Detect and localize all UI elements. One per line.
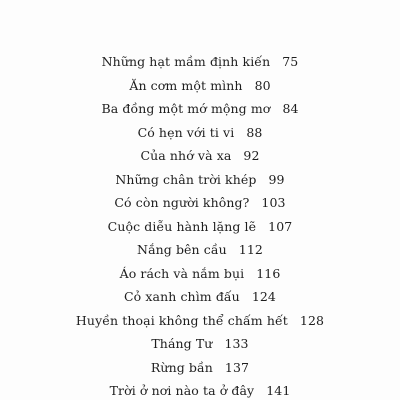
toc-entry	[0, 356, 400, 380]
toc-entry-page: 137	[224, 359, 250, 375]
toc-entry-title: Những chân trời khép	[115, 171, 257, 187]
toc-entry-page: 107	[268, 218, 293, 234]
toc-entry-title: Ăn cơm một mình	[129, 77, 243, 93]
toc-entry-title: Của nhớ và xa	[140, 148, 232, 163]
toc-entry-title: Cỏ xanh chìm đấu	[124, 289, 240, 304]
toc-entry-page: 84	[282, 101, 299, 116]
toc-entry-page: 103	[261, 195, 286, 210]
toc-entry	[0, 191, 400, 215]
toc-entry-page: 99	[268, 171, 285, 187]
toc-entry	[0, 215, 400, 239]
toc-entry-title: Tháng Tư	[151, 336, 213, 351]
toc-entry-page: 88	[246, 124, 263, 140]
toc-entry	[0, 262, 400, 286]
toc-entry-page: 80	[254, 77, 271, 93]
toc-entry	[0, 238, 400, 262]
toc-entry-page: 124	[251, 289, 276, 304]
toc-entry-page: 112	[238, 242, 263, 257]
toc-entry-title: Có còn người không?	[114, 195, 250, 210]
toc-entry	[0, 121, 400, 145]
toc-entry	[0, 168, 400, 192]
toc-entry	[0, 97, 400, 121]
toc-entry-title: Cuộc diễu hành lặng lẽ	[107, 218, 257, 234]
table-of-contents	[0, 50, 400, 403]
toc-entry-title: Huyền thoại không thể chấm hết	[75, 312, 288, 328]
toc-entry	[0, 285, 400, 309]
toc-entry-page: 133	[224, 336, 249, 351]
toc-entry-page: 141	[266, 383, 291, 398]
toc-entry	[0, 309, 400, 333]
toc-entry	[0, 144, 400, 168]
toc-entry-title: Ba đồng một mớ mộng mơ	[101, 101, 271, 116]
toc-entry-title: Áo rách và nắm bụi	[119, 265, 245, 281]
toc-entry-page: 116	[256, 265, 281, 281]
toc-entry-title: Nắng bên cầu	[137, 242, 227, 257]
toc-entry	[0, 379, 400, 403]
toc-entry-page: 92	[243, 148, 260, 163]
toc-entry	[0, 332, 400, 356]
toc-entry-title: Những hạt mầm định kiến	[101, 54, 271, 69]
toc-entry-title: Trời ở nơi nào ta ở đây	[109, 383, 255, 398]
toc-entry-page: 128	[299, 312, 325, 328]
toc-entry-page: 75	[282, 54, 299, 69]
toc-entry	[0, 74, 400, 98]
toc-entry	[0, 50, 400, 74]
toc-entry-title: Rừng bần	[150, 359, 213, 375]
toc-entry-title: Có hẹn với ti vi	[137, 124, 235, 140]
